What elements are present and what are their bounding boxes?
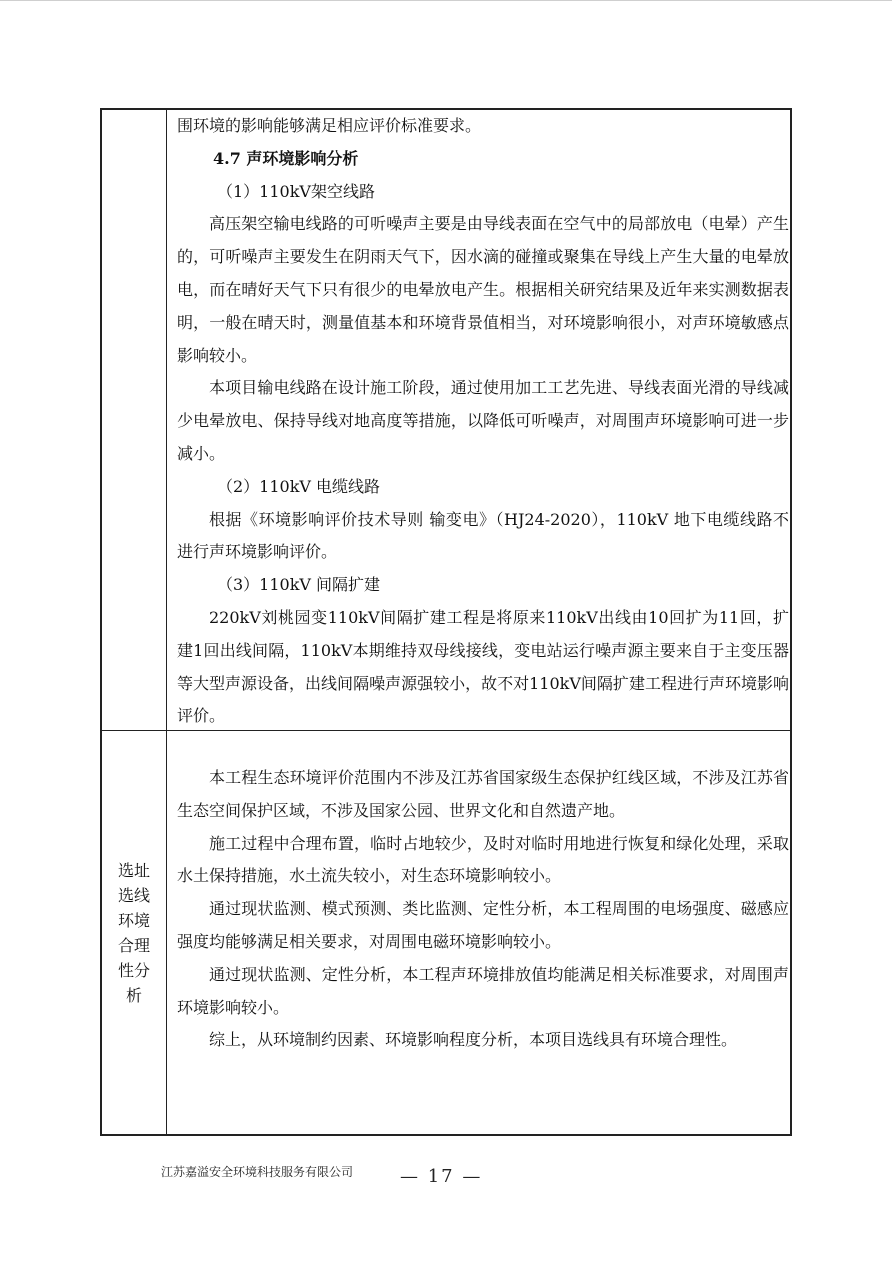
subheading-bay-expansion: （3）110kV 间隔扩建 (217, 575, 381, 595)
content-table (100, 108, 792, 1136)
paragraph-electromagnetic: 通过现状监测、模式预测、类比监测、定性分析，本工程周围的电场强度、磁感应强度均能够满足相关要求，对周围电磁环境影响较小。 (177, 899, 789, 951)
site-selection-cell (177, 762, 789, 1057)
paragraph-mitigation: 本项目输电线路在设计施工阶段，通过使用加工工艺先进、导线表面光滑的导线减少电晕放电、保持导线对地高度等措施，以降低可听噪声，对周围声环境影响可进一步减小。 (177, 378, 789, 463)
label-line: 环境 (117, 911, 150, 930)
label-line: 性分 (117, 961, 150, 980)
column-divider (166, 110, 167, 1134)
subheading-cable-line: （2）110kV 电缆线路 (217, 476, 381, 496)
top-rule (0, 0, 892, 1)
paragraph-acoustic: 通过现状监测、定性分析，本工程声环境排放值均能满足相关标准要求，对周围声环境影响较小。 (177, 964, 789, 1017)
paragraph-bay-expansion: 220kV刘桃园变110kV间隔扩建工程是将原来110kV出线由10回扩为11回，扩建1回出线间隔，110kV本期维持双母线接线，变电站运行噪声源主要来自于主变压器等大型声源设备，出线间隔噪声源强较小，故不对110kV间隔扩建工程进行声环境影响评价。 (177, 607, 789, 726)
paragraph-ecology: 本工程生态环境评价范围内不涉及江苏省国家级生态保护红线区域，不涉及江苏省生态空间保护区域，不涉及国家公园、世界文化和自然遗产地。 (177, 768, 789, 820)
paragraph-conclusion: 综上，从环境制约因素、环境影响程度分析，本项目选线具有环境合理性。 (209, 1030, 738, 1050)
footer-company: 江苏嘉溢安全环境科技服务有限公司 (161, 1165, 354, 1179)
label-line: 选址 (117, 861, 150, 880)
continuation-line: 围环境的影响能够满足相应评价标准要求。 (177, 116, 482, 135)
paragraph-cable: 根据《环境影响评价技术导则 输变电》（HJ24-2020），110kV 地下电缆线路不进行声环境影响评价。 (177, 509, 789, 562)
page-number: — 17 — (400, 1166, 483, 1187)
section-heading: 4.7 声环境影响分析 (213, 148, 359, 168)
paragraph-construction: 施工过程中合理布置，临时占地较少，及时对临时用地进行恢复和绿化处理，采取水土保持措施，水土流失较小，对生态环境影响较小。 (177, 833, 789, 886)
paragraph-corona-noise: 高压架空输电线路的可听噪声主要是由导线表面在空气中的局部放电（电晕）产生的，可听噪声主要发生在阴雨天气下，因水滴的碰撞或聚集在导线上产生大量的电晕放电，而在晴好天气下只有很少的电晕放电产生。根据相关研究结果及近年来实测数据表明，一般在晴天时，测量值基本和环境背景值相当，对环境影响很小，对声环境敏感点影响较小。 (177, 214, 789, 365)
subheading-overhead-line: （1）110kV架空线路 (217, 181, 375, 201)
row-label (102, 858, 166, 1008)
section-content-cell (177, 110, 789, 733)
label-line: 选线 (117, 886, 150, 905)
label-line: 析 (125, 986, 142, 1005)
label-line: 合理 (117, 936, 150, 955)
